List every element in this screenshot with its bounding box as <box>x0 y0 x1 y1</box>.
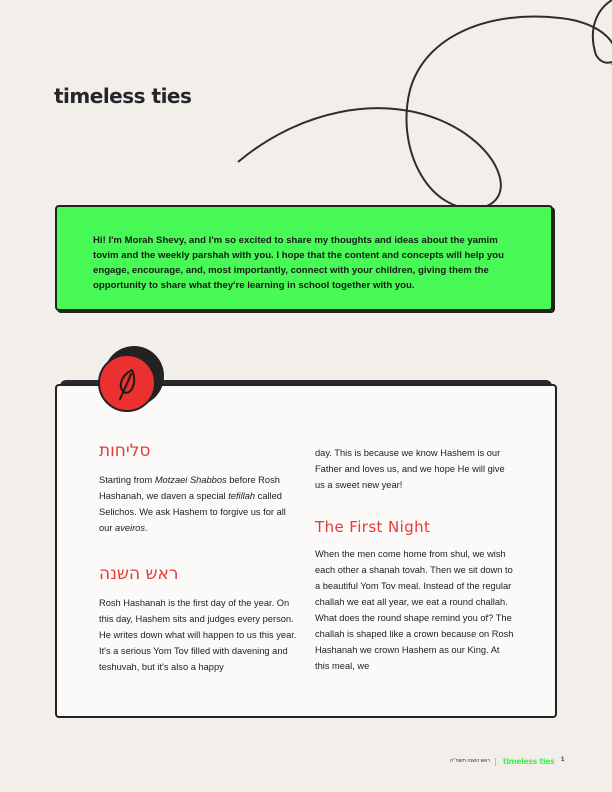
footer-title: ראש השנה תשפ״ה <box>449 758 490 764</box>
badge <box>98 354 156 412</box>
text-run: Starting from <box>99 475 155 485</box>
text-run-italic: Motzaei Shabbos <box>154 475 227 485</box>
left-column <box>99 440 299 675</box>
text-run: called Selichos. We ask Hashem to forgive us for all our <box>99 491 286 533</box>
page-footer <box>0 757 612 769</box>
rosh-hashanah-paragraph: Rosh Hashanah is the first day of the year. On this day, Hashem sits and judges every person. He writes down what will happen to us this year. It's a serious Yom Tov filled with davening and teshuvah, but it's also a happy <box>99 598 297 672</box>
text-run: . <box>145 523 148 533</box>
text-run-italic: tefillah <box>228 491 256 501</box>
rosh-hashanah-heading: ראש השנה <box>99 564 179 584</box>
selichos-heading: סליחות <box>99 441 151 461</box>
first-night-paragraph: When the men come home from shul, we wish each other a shanah tovah. Then we sit down to a beautiful Yom Tov meal. Instead of the regular challah we eat all year, we eat a round challah. What does the round shape remind you of? The challah is shaped like a crown because on Rosh Hashanah we crown Hashem as our King. At this meal, we <box>315 549 514 671</box>
selichos-paragraph <box>99 472 299 536</box>
footer-logo: timeless ties <box>503 757 555 766</box>
text-run: before Rosh Hashanah, we daven a special <box>99 475 280 501</box>
continuation-paragraph: day. This is because we know Hashem is our Father and loves us, and we hope He will give us a sweet new year! <box>315 448 505 490</box>
intro-text: Hi! I'm Morah Shevy, and I'm so excited to share my thoughts and ideas about the yamim tovim and the weekly parshah with you. I hope that the content and concepts will help you engage, encourage, and, most importantly, connect with your children, giving them the opportunity to share what they're learning in school together with you. <box>93 235 504 291</box>
brand-logo: timeless ties <box>54 84 192 108</box>
right-column <box>315 445 515 674</box>
text-run-italic: aveiros <box>115 523 146 533</box>
intro-box <box>55 205 553 311</box>
first-night-heading: The First Night <box>315 518 431 536</box>
leaf-icon <box>112 366 144 402</box>
footer-divider <box>495 758 496 766</box>
page-number: 1 <box>561 757 565 763</box>
